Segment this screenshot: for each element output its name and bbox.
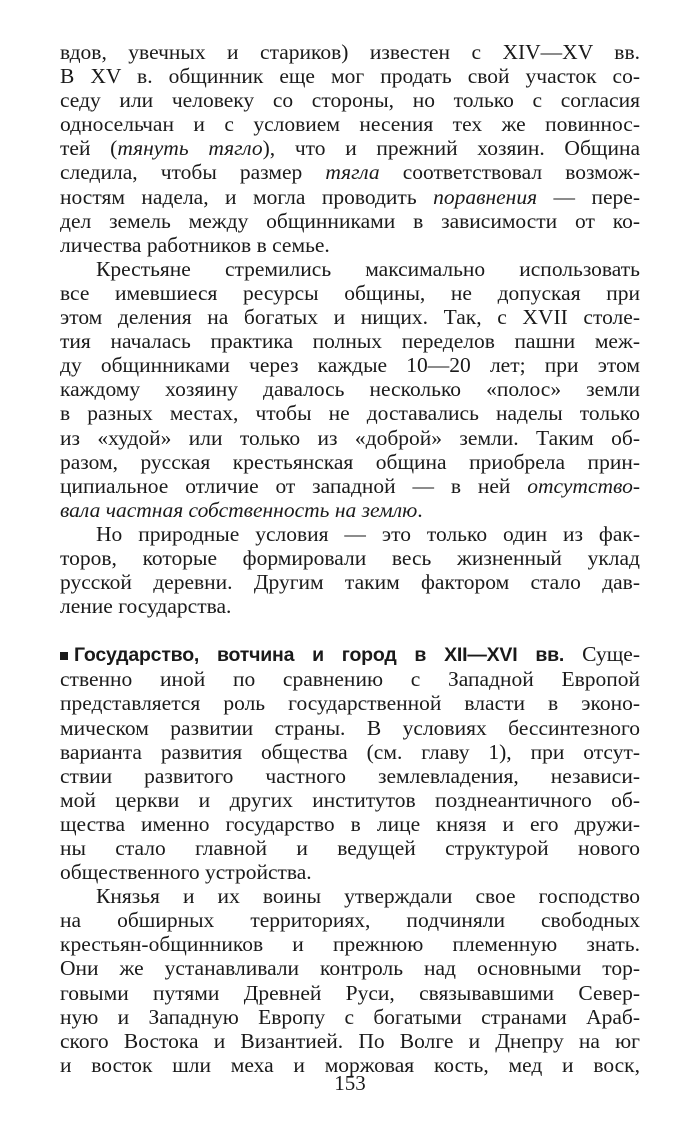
text-line: ны стало главной и ведущей структурой нового (60, 836, 640, 860)
text-line: из «худой» или только из «доброй» земли. Таким об- (60, 425, 640, 450)
text-line: общественного устройства. (60, 860, 312, 885)
text-line: седу или человеку со стороны, но только с согласия (60, 88, 640, 113)
text-line: щества именно государство в лице князя и его дружи- (60, 811, 640, 836)
text-line: в разных местах, чтобы не доставались наделы только (60, 401, 640, 426)
text-line: на обширных территориях, подчиняли свободных (60, 908, 640, 933)
text-line: и восток шли меха и моржовая кость, мед и воск, (60, 1052, 640, 1077)
section-block (60, 642, 640, 884)
paragraph-3 (60, 522, 640, 618)
text-line: Князья и их воины утверждали свое господство (96, 884, 640, 909)
text-line: тия началась практика полных переделов пашни меж- (60, 329, 640, 354)
text-line: Крестьяне стремились максимально использовать (96, 256, 640, 281)
italic-term: вала частная собственность на землю (60, 497, 418, 522)
text-line: односельчан и с условием несения тех же повиннос- (60, 112, 640, 137)
text-line: ду общинниками через каждые 10—20 лет; при этом (60, 353, 640, 378)
text-line: все имевшиеся ресурсы общины, не допуская при (60, 280, 640, 305)
text-line: торов, которые формировали весь жизненный уклад (60, 545, 640, 570)
text-line: говыми путями Древней Руси, связывавшими Север- (60, 980, 640, 1005)
text-line: ственно иной по сравнению с Западной Европой (60, 667, 640, 692)
text-line: представляется роль государственной власти в эконо- (60, 691, 640, 716)
italic-term: тянуть тягло (117, 136, 263, 161)
italic-term: отсутство- (527, 473, 640, 498)
paragraph-2 (60, 257, 640, 522)
paragraph-1 (60, 40, 640, 257)
section-heading: Государство, вотчина и город в XII—XVI вв. (74, 644, 565, 667)
text-line: ствии развитого частного землевладения, независи- (60, 763, 640, 788)
text-line: мой церкви и других институтов позднеантичного об- (60, 787, 640, 812)
text-line: крестьян-общинников и прежнюю племенную знать. (60, 932, 640, 957)
text-line: ципиальное отличие от западной — в ней отсутство- (60, 473, 640, 498)
text-line: дел земель между общинниками в зависимости от ко- (60, 208, 640, 233)
text-line: ную и Западную Европу с богатыми странами Араб- (60, 1004, 640, 1029)
page-body (60, 40, 640, 1077)
page-number: 153 (334, 1071, 366, 1095)
text-line: разом, русская крестьянская община приобрела прин- (60, 449, 640, 474)
text-line: каждому хозяину давалось несколько «полос» земли (60, 377, 640, 402)
text-line: ского Востока и Византией. По Волге и Днепру на юг (60, 1028, 640, 1053)
text-line: вала частная собственность на землю. (60, 497, 423, 522)
text-line: мическом развитии страны. В условиях бессинтезного (60, 715, 640, 740)
text-line: ностям надела, и могла проводить поравнения — пере- (60, 184, 640, 209)
text-line: следила, чтобы размер тягла соответствовал возмож- (60, 160, 640, 185)
italic-term: тягла (325, 160, 380, 185)
text-line: Они же устанавливали контроль над основными тор- (60, 956, 640, 981)
italic-term: поравнения (433, 184, 538, 209)
text-line: русской деревни. Другим таким фактором стало дав- (60, 570, 640, 595)
text-line: Государство, вотчина и город в XII—XVI вв. Суще- (60, 642, 640, 667)
text-line: варианта развития общества (см. главу 1), при отсут- (60, 739, 640, 764)
text-line: личества работников в семье. (60, 232, 330, 257)
text-line: ление государства. (60, 594, 232, 619)
section-spacer (60, 618, 640, 642)
paragraph-5 (60, 884, 640, 1077)
text-line: вдов, увечных и стариков) известен с XIV—XV вв. (60, 40, 640, 64)
text-line: В XV в. общинник еще мог продать свой участок со- (60, 64, 640, 89)
text-line: тей (тянуть тягло), что и прежний хозяин. Община (60, 136, 640, 161)
square-bullet-icon (60, 652, 68, 660)
text-line: Но природные условия — это только один из фак- (96, 521, 640, 546)
text-line: этом деления на богатых и нищих. Так, с XVII столе- (60, 305, 640, 330)
